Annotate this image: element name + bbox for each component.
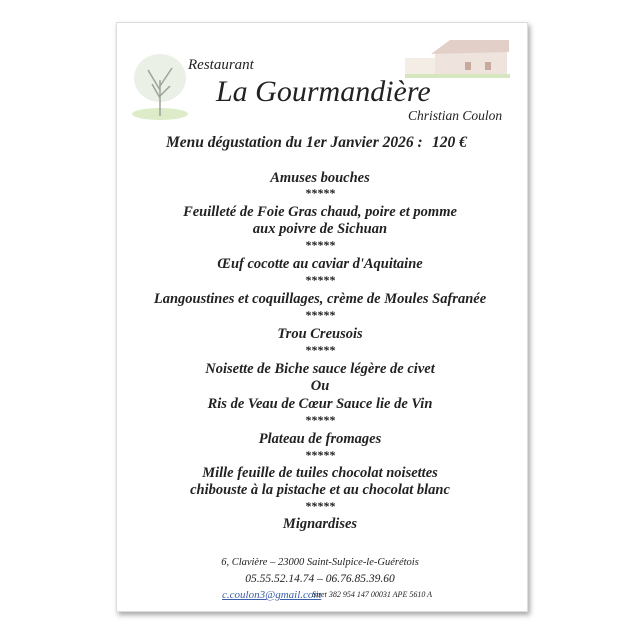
- email-link[interactable]: c.coulon3@gmail.com: [222, 589, 322, 601]
- separator: *****: [305, 499, 335, 513]
- menu-line: Mille feuille de tuiles chocolat noisettes: [202, 465, 438, 481]
- menu-title: Menu dégustation du 1er Janvier 2026 :: [166, 134, 423, 151]
- separator: *****: [305, 448, 335, 462]
- siret: Siret 382 954 147 00031 APE 5610 A: [312, 590, 433, 599]
- menu-line: Œuf cocotte au caviar d'Aquitaine: [217, 256, 423, 272]
- menu-line: aux poivre de Sichuan: [252, 221, 388, 237]
- menu-line: Langoustines et coquillages, crème de Moules Safranée: [153, 291, 487, 307]
- tree-illustration: [130, 50, 190, 120]
- menu-line: Amuses bouches: [270, 170, 370, 186]
- separator: *****: [305, 413, 335, 427]
- menu-line: Ris de Veau de Cœur Sauce lie de Vin: [207, 396, 433, 412]
- separator: *****: [305, 343, 335, 357]
- menu-price: 120 €: [432, 134, 467, 151]
- restaurant-name: La Gourmandière: [216, 75, 431, 108]
- address: 6, Clavière – 23000 Saint-Sulpice-le-Guérétois: [221, 557, 419, 568]
- menu-line: Trou Creusois: [277, 326, 363, 342]
- separator: *****: [305, 238, 335, 252]
- menu-line: Mignardises: [282, 516, 358, 532]
- separator: *****: [305, 308, 335, 322]
- separator: *****: [305, 273, 335, 287]
- menu-line: Feuilleté de Foie Gras chaud, poire et pomme: [183, 204, 457, 220]
- restaurant-label: Restaurant: [188, 57, 254, 73]
- menu-line: Noisette de Biche sauce légère de civet: [205, 361, 435, 377]
- menu-line: chibouste à la pistache et au chocolat blanc: [190, 482, 450, 498]
- separator: *****: [305, 186, 335, 200]
- menu-line: Plateau de fromages: [258, 431, 382, 447]
- menu-line: Ou: [310, 378, 330, 394]
- chef-name: Christian Coulon: [408, 108, 503, 123]
- house-illustration: [405, 38, 510, 78]
- phone: 05.55.52.14.74 – 06.76.85.39.60: [245, 573, 395, 585]
